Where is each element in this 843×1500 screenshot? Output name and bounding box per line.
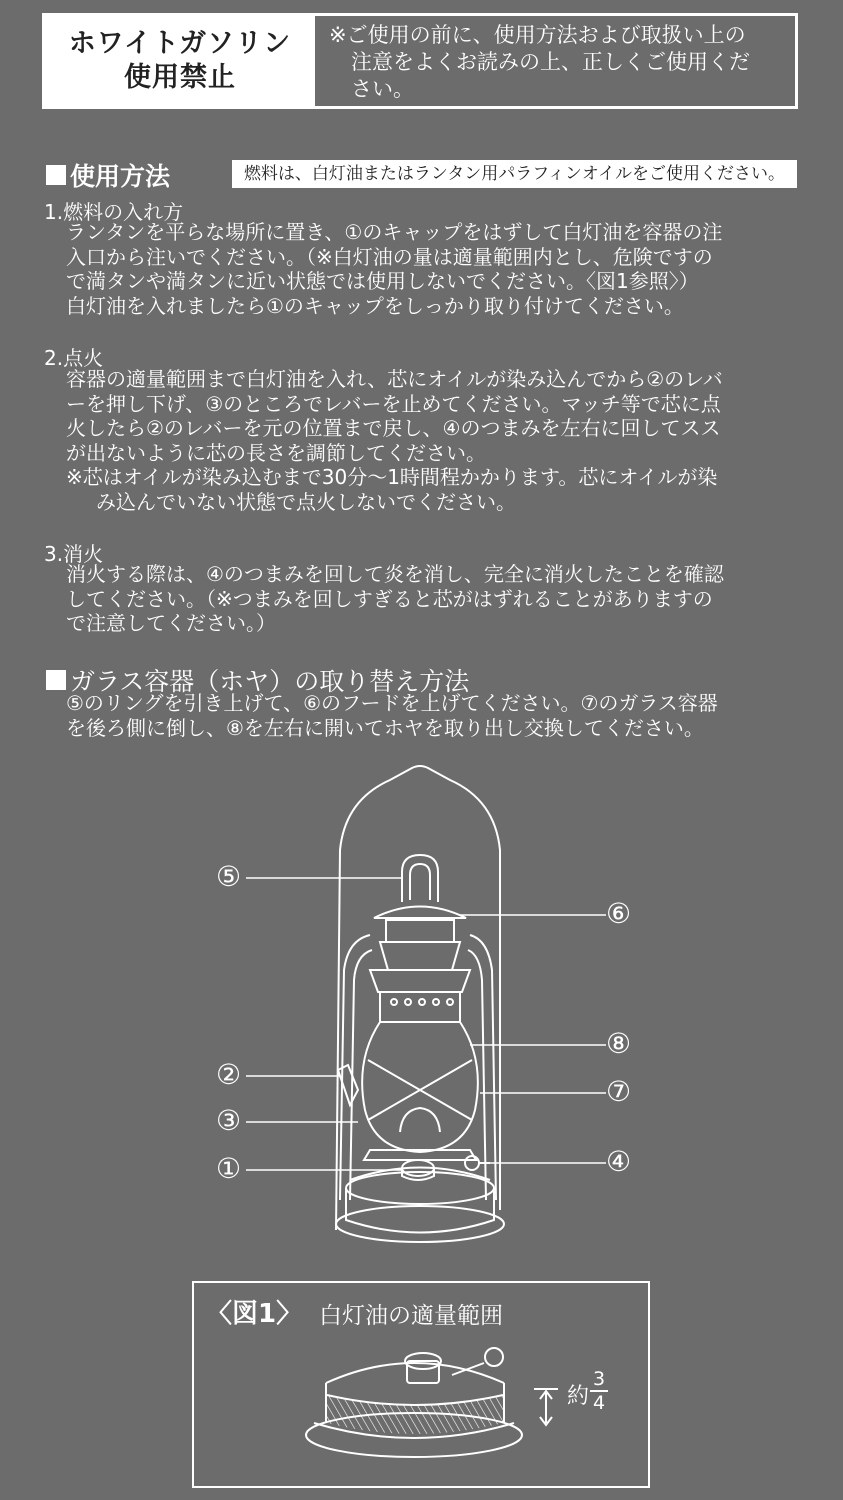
hood [374,907,466,919]
figure-1-title: 〈図1〉 [206,1299,303,1329]
text-line: 入口から注いでください。（※白灯油の量は適量範囲内とし、危険ですの [66,244,713,269]
warning-line-2: 使用禁止 [124,62,236,93]
warning-box [42,13,798,109]
callout-2: ② [216,1058,242,1091]
step-1-body [66,220,722,318]
step-title: 3.消火 [44,542,104,566]
warning-line-1: ホワイトガソリン [68,28,292,59]
square-bullet-icon [46,165,66,185]
text-line: 消火する際は、④のつまみを回して炎を消し、完全に消火したことを確認 [66,562,724,586]
approx-label: 約 [567,1384,590,1409]
text-line: ーを押し下げ、③のところでレバーを止めてください。マッチ等で芯に点 [66,391,721,416]
text-line: み込んでいない状態で点火しないでください。 [96,489,516,514]
text-line: 容器の適量範囲まで白灯油を入れ、芯にオイルが染み込んでから②のレバ [66,367,723,391]
callout-5: ⑤ [216,860,242,893]
wick-knob [465,1156,479,1170]
fraction-three-quarters [590,1368,608,1414]
text-line: を後ろ側に倒し、⑧を左右に開いてホヤを取り出し交換してください。 [66,715,704,740]
caution-line: さい。 [351,77,414,101]
text-line: が出ないように芯の長さを調節してください。 [66,440,486,465]
callout-7: ⑦ [606,1075,632,1108]
figure-1 [192,1281,650,1488]
glass-heading-text: ガラス容器（ホヤ）の取り替え方法 [70,667,470,696]
step-3-body [66,562,724,636]
step-2-body [66,367,723,514]
square-bullet-icon [46,670,66,690]
glass-body [66,691,718,740]
callout-6: ⑥ [606,897,632,930]
lantern-diagram [0,760,843,1260]
callout-4: ④ [606,1145,632,1178]
ring-handle [402,855,438,902]
usage-heading-text: 使用方法 [70,162,171,191]
caution-text [315,16,795,106]
fuel-note: 燃料は、白灯油またはランタン用パラフィンオイルをご使用ください。 [232,160,797,188]
text-line: ⑤のリングを引き上げて、⑥のフードを上げてください。⑦のガラス容器 [66,691,718,715]
glass-globe [362,1022,478,1152]
callout-8: ⑧ [606,1027,632,1060]
no-white-gasoline-label [45,16,315,106]
figure-1-subtitle: 白灯油の適量範囲 [319,1303,503,1329]
caution-line: ※ご使用の前に、使用方法および取扱い上の [329,23,746,47]
text-line: ランタンを平らな場所に置き、①のキャップをはずして白灯油を容器の注 [66,220,723,244]
text-line: で満タンや満タンに近い状態では使用しないでください。〈図1参照〉） [66,269,699,293]
fraction-numerator: 3 [592,1368,606,1390]
step-title: 2.点火 [44,346,104,370]
fraction-denominator: 4 [592,1392,606,1414]
callout-1: ① [216,1152,242,1185]
usage-heading [46,157,170,193]
step-title: 1.燃料の入れ方 [44,200,184,224]
text-line: 白灯油を入れましたら①のキャップをしっかり取り付けてください。 [66,293,684,318]
text-line: ※芯はオイルが染み込むまで30分～1時間程かかります。芯にオイルが染 [66,465,718,489]
caution-line: 注意をよくお読みの上、正しくご使用くだ [351,50,750,74]
callout-3: ③ [216,1104,242,1137]
text-line: で注意してください。） [66,611,276,635]
text-line: 火したら②のレバーを元の位置まで戻し、④のつまみを左右に回してスス [66,416,721,440]
text-line: してください。（※つまみを回しすぎると芯がはずれることがありますの [66,586,713,611]
